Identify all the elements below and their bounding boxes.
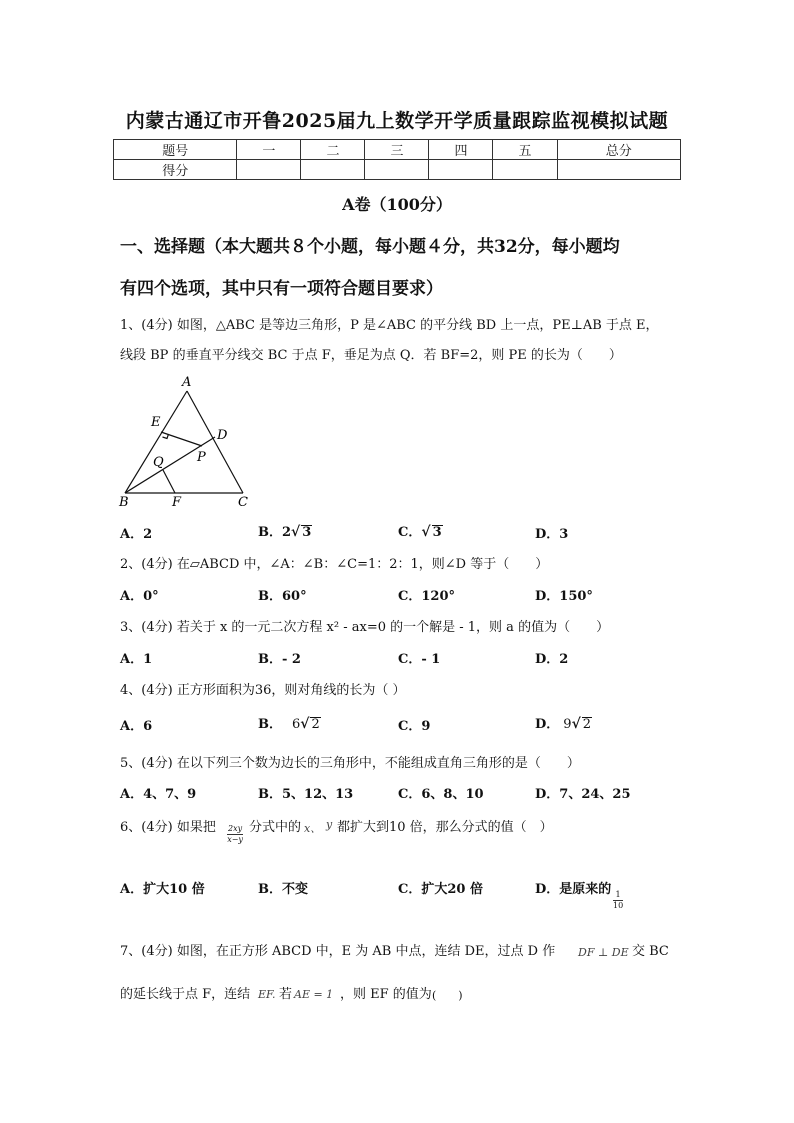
score-table-score-row (114, 160, 681, 180)
question-5-line1: 5、(4分) 在以下列三个数为边长的三角形中，不能组成直角三角形的是（ ） (120, 756, 580, 771)
question-3-option-a[interactable]: A．1 (120, 652, 153, 667)
part-one-heading-line1: 一、选择题（本大题共８个小题，每小题４分，共32分，每小题均 (120, 237, 620, 257)
question-5-option-d[interactable]: D．7、24、25 (535, 787, 631, 802)
figure-label-b: B (119, 495, 129, 507)
score-header-cell: 三 (365, 140, 429, 160)
sqrt-icon: √ (291, 524, 301, 540)
question-6-option-a[interactable]: A．扩大10 倍 (120, 882, 205, 897)
question-2-line1: 2、(4分) 在▱ABCD 中，∠A：∠B：∠C=1：2：1，则∠D 等于（ ） (120, 557, 549, 572)
question-5-option-a[interactable]: A．4、7、9 (120, 787, 197, 802)
question-2-option-b[interactable]: B．60° (258, 589, 307, 604)
question-5-option-b[interactable]: B．5、12、13 (258, 787, 354, 802)
question-7-line2-prefix: 的延长线于点 F，连结 (120, 987, 251, 1002)
question-6-option-c[interactable]: C．扩大20 倍 (398, 882, 483, 897)
score-cell[interactable] (493, 160, 557, 180)
question-1-option-c[interactable] (398, 521, 443, 540)
figure-label-e: E (151, 415, 161, 430)
fraction-denominator: x−y (227, 835, 243, 844)
question-3-option-d[interactable]: D．2 (535, 652, 569, 667)
score-cell[interactable] (237, 160, 301, 180)
question-6-option-b[interactable]: B．不变 (258, 882, 308, 897)
figure-label-p: P (197, 450, 206, 465)
option-d-prefix: D． (535, 717, 560, 732)
question-4-option-b[interactable] (258, 713, 321, 732)
question-7-line2-mid: 若 (279, 987, 293, 1002)
question-2-option-d[interactable]: D．150° (535, 589, 593, 604)
question-6-fraction (227, 824, 243, 845)
question-2-option-c[interactable]: C．120° (398, 589, 455, 604)
score-table (113, 139, 681, 180)
question-1-option-d[interactable]: D．3 (535, 527, 569, 542)
question-5-option-c[interactable]: C．6、8、10 (398, 787, 484, 802)
question-7-math-ae: AE = 1 (294, 988, 334, 1001)
sqrt-icon: √ (421, 524, 431, 540)
figure-label-f: F (172, 495, 182, 507)
score-header-cell: 二 (301, 140, 365, 160)
question-1-option-a[interactable]: A．2 (120, 527, 153, 542)
part-one-heading-line2: 有四个选项，其中只有一项符合题目要求） (120, 279, 443, 299)
question-3-option-c[interactable]: C．- 1 (398, 652, 441, 667)
question-7-line1-suffix: 交 BC (632, 944, 669, 959)
question-7-line1-prefix: 7、(4分) 如图，在正方形 ABCD 中，E 为 AB 中点，连结 DE，过点 D 作 (120, 944, 556, 959)
option-b-prefix: B． (258, 717, 282, 732)
question-6-line1-prefix: 6、(4分) 如果把 (120, 820, 216, 835)
option-b-prefix: B．2 (258, 525, 292, 540)
figure-label-a: A (182, 375, 192, 390)
score-header-cell: 总分 (557, 140, 681, 160)
question-7-line2-suffix: ，则 EF 的值为 (340, 987, 432, 1002)
option-c-radicand: 3 (432, 525, 442, 540)
question-7-math-ef: EF. (258, 988, 276, 1001)
figure-label-d: D (217, 428, 228, 443)
option-b-radicand: 3 (302, 525, 312, 540)
option-b-radicand: 2 (311, 717, 320, 732)
score-cell[interactable] (429, 160, 493, 180)
score-row-label: 得分 (114, 160, 237, 180)
question-6-option-d[interactable]: D．是原来的 (535, 882, 612, 897)
figure-label-q: Q (153, 455, 164, 470)
question-7-math-df-perp-de: DF ⊥ DE (578, 946, 629, 959)
fraction-numerator: 2xy (228, 824, 243, 833)
question-2-option-a[interactable]: A．0° (120, 589, 159, 604)
question-6-var-x: x、 (304, 822, 322, 835)
question-6-option-d-fraction (613, 890, 623, 911)
score-cell[interactable] (365, 160, 429, 180)
question-4-option-d[interactable] (535, 713, 592, 732)
sqrt-icon: √ (300, 716, 310, 732)
option-d-coefficient: 9 (563, 717, 572, 732)
question-1-line2: 线段 BP 的垂直平分线交 BC 于点 F，垂足为点 Q．若 BF=2，则 PE 的长为（ ） (120, 348, 622, 363)
option-b-coefficient: 6 (292, 717, 301, 732)
score-cell[interactable] (301, 160, 365, 180)
question-1-option-b[interactable] (258, 521, 312, 540)
question-6-line1-mid: 分式中的 (249, 820, 302, 835)
question-1-figure (115, 375, 255, 507)
section-a-heading: A卷（100分） (342, 195, 452, 214)
question-6-line1-suffix: 都扩大到10 倍，那么分式的值（ ） (337, 820, 553, 835)
question-3-line1: 3、(4分) 若关于 x 的一元二次方程 x² - ax=0 的一个解是 - 1，则 a 的值为（ ） (120, 620, 610, 635)
score-header-cell: 题号 (114, 140, 237, 160)
score-header-cell: 五 (493, 140, 557, 160)
question-7-answer-paren[interactable]: ( ) (432, 989, 463, 1002)
score-table-header-row (114, 140, 681, 160)
score-cell[interactable] (557, 160, 681, 180)
figure-label-c: C (238, 495, 248, 507)
score-header-cell: 一 (237, 140, 301, 160)
question-6-var-y: y (326, 818, 333, 831)
question-4-option-a[interactable]: A．6 (120, 719, 153, 734)
question-1-line1: 1、(4分) 如图，△ABC 是等边三角形，P 是∠ABC 的平分线 BD 上一点，PE⊥AB 于点 E， (120, 318, 659, 333)
option-d-radicand: 2 (582, 717, 592, 732)
score-header-cell: 四 (429, 140, 493, 160)
question-4-line1: 4、(4分) 正方形面积为36，则对角线的长为（ ） (120, 683, 406, 698)
fraction-denominator: 10 (613, 901, 624, 910)
question-3-option-b[interactable]: B．- 2 (258, 652, 301, 667)
fraction-numerator: 1 (613, 890, 623, 901)
page-title: 内蒙古通辽市开鲁2025届九上数学开学质量跟踪监视模拟试题 (125, 110, 669, 132)
question-4-option-c[interactable]: C．9 (398, 719, 431, 734)
sqrt-icon: √ (571, 716, 581, 732)
option-c-prefix: C． (398, 525, 422, 540)
